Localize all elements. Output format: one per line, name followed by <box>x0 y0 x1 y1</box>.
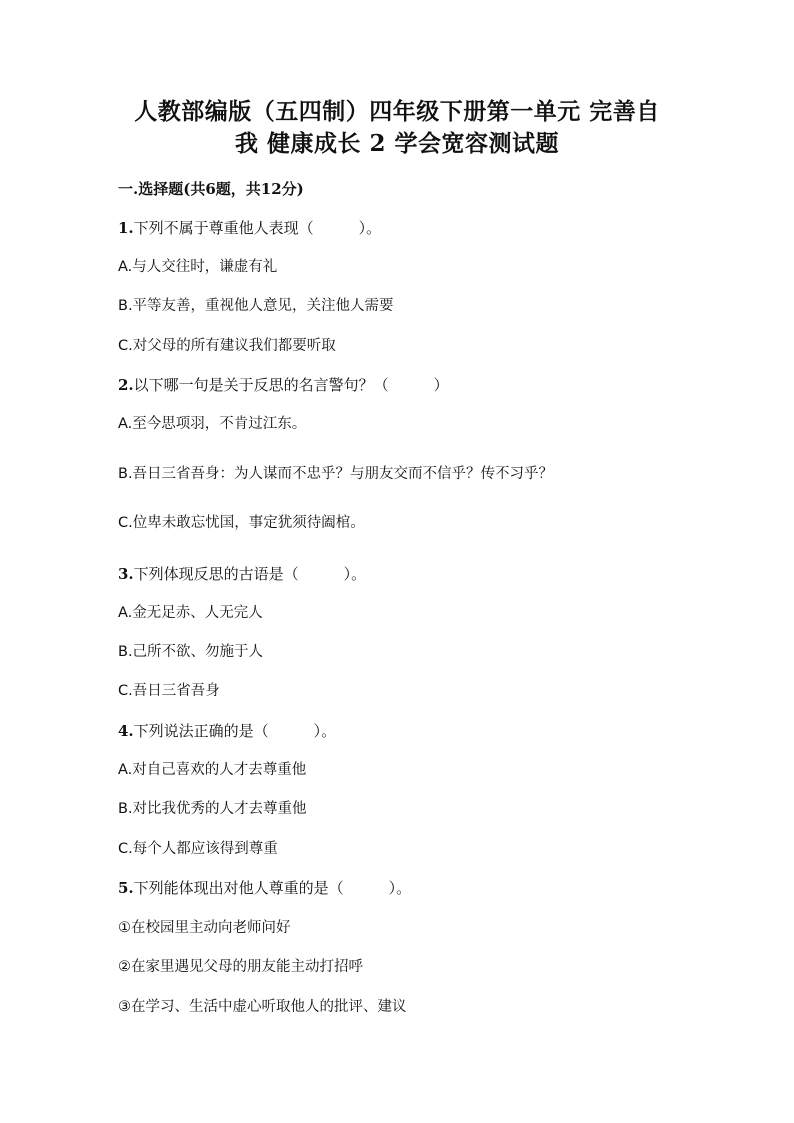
question-number: 1. <box>118 219 134 237</box>
question-text: 下列能体现出对他人尊重的是（ ）。 <box>133 879 412 897</box>
option-4a: A.对自己喜欢的人才去尊重他 <box>118 762 307 778</box>
option-1c: C.对父母的所有建议我们都要听取 <box>118 338 336 354</box>
option-5-1: ①在校园里主动向老师问好 <box>118 920 291 936</box>
question-5 <box>118 878 411 898</box>
question-number: 5. <box>118 879 134 897</box>
option-2c: C.位卑未敢忘忧国，事定犹须待阖棺。 <box>118 515 365 531</box>
option-3a: A.金无足赤、人无完人 <box>118 605 263 621</box>
option-4c: C.每个人都应该得到尊重 <box>118 841 278 857</box>
option-5-3: ③在学习、生活中虚心听取他人的批评、建议 <box>118 999 407 1015</box>
section-heading: 一.选择题(共6题，共12分) <box>118 180 304 198</box>
option-1a: A.与人交往时，谦虚有礼 <box>118 259 278 275</box>
question-3 <box>118 564 366 584</box>
question-text: 以下哪一句是关于反思的名言警句？（ ） <box>133 376 449 394</box>
question-number: 4. <box>118 722 134 740</box>
page-title-line-2: 我 健康成长 2 学会宽容测试题 <box>234 130 560 157</box>
question-number: 3. <box>118 565 134 583</box>
question-number: 2. <box>118 376 134 394</box>
option-2b: B.吾日三省吾身：为人谋而不忠乎？与朋友交而不信乎？传不习乎？ <box>118 466 554 482</box>
page-title-line-1: 人教部编版（五四制）四年级下册第一单元 完善自 <box>134 98 660 125</box>
option-1b: B.平等友善，重视他人意见，关注他人需要 <box>118 298 394 314</box>
option-3c: C.吾日三省吾身 <box>118 683 220 699</box>
question-1 <box>118 218 381 238</box>
question-4 <box>118 721 336 741</box>
question-2 <box>118 375 449 395</box>
option-2a: A.至今思项羽，不肯过江东。 <box>118 416 307 432</box>
question-text: 下列说法正确的是（ ）。 <box>133 722 337 740</box>
option-5-2: ②在家里遇见父母的朋友能主动打招呼 <box>118 959 363 975</box>
option-4b: B.对比我优秀的人才去尊重他 <box>118 801 307 817</box>
question-text: 下列体现反思的古语是（ ）。 <box>133 565 367 583</box>
question-text: 下列不属于尊重他人表现（ ）。 <box>133 219 382 237</box>
option-3b: B.己所不欲、勿施于人 <box>118 644 264 660</box>
